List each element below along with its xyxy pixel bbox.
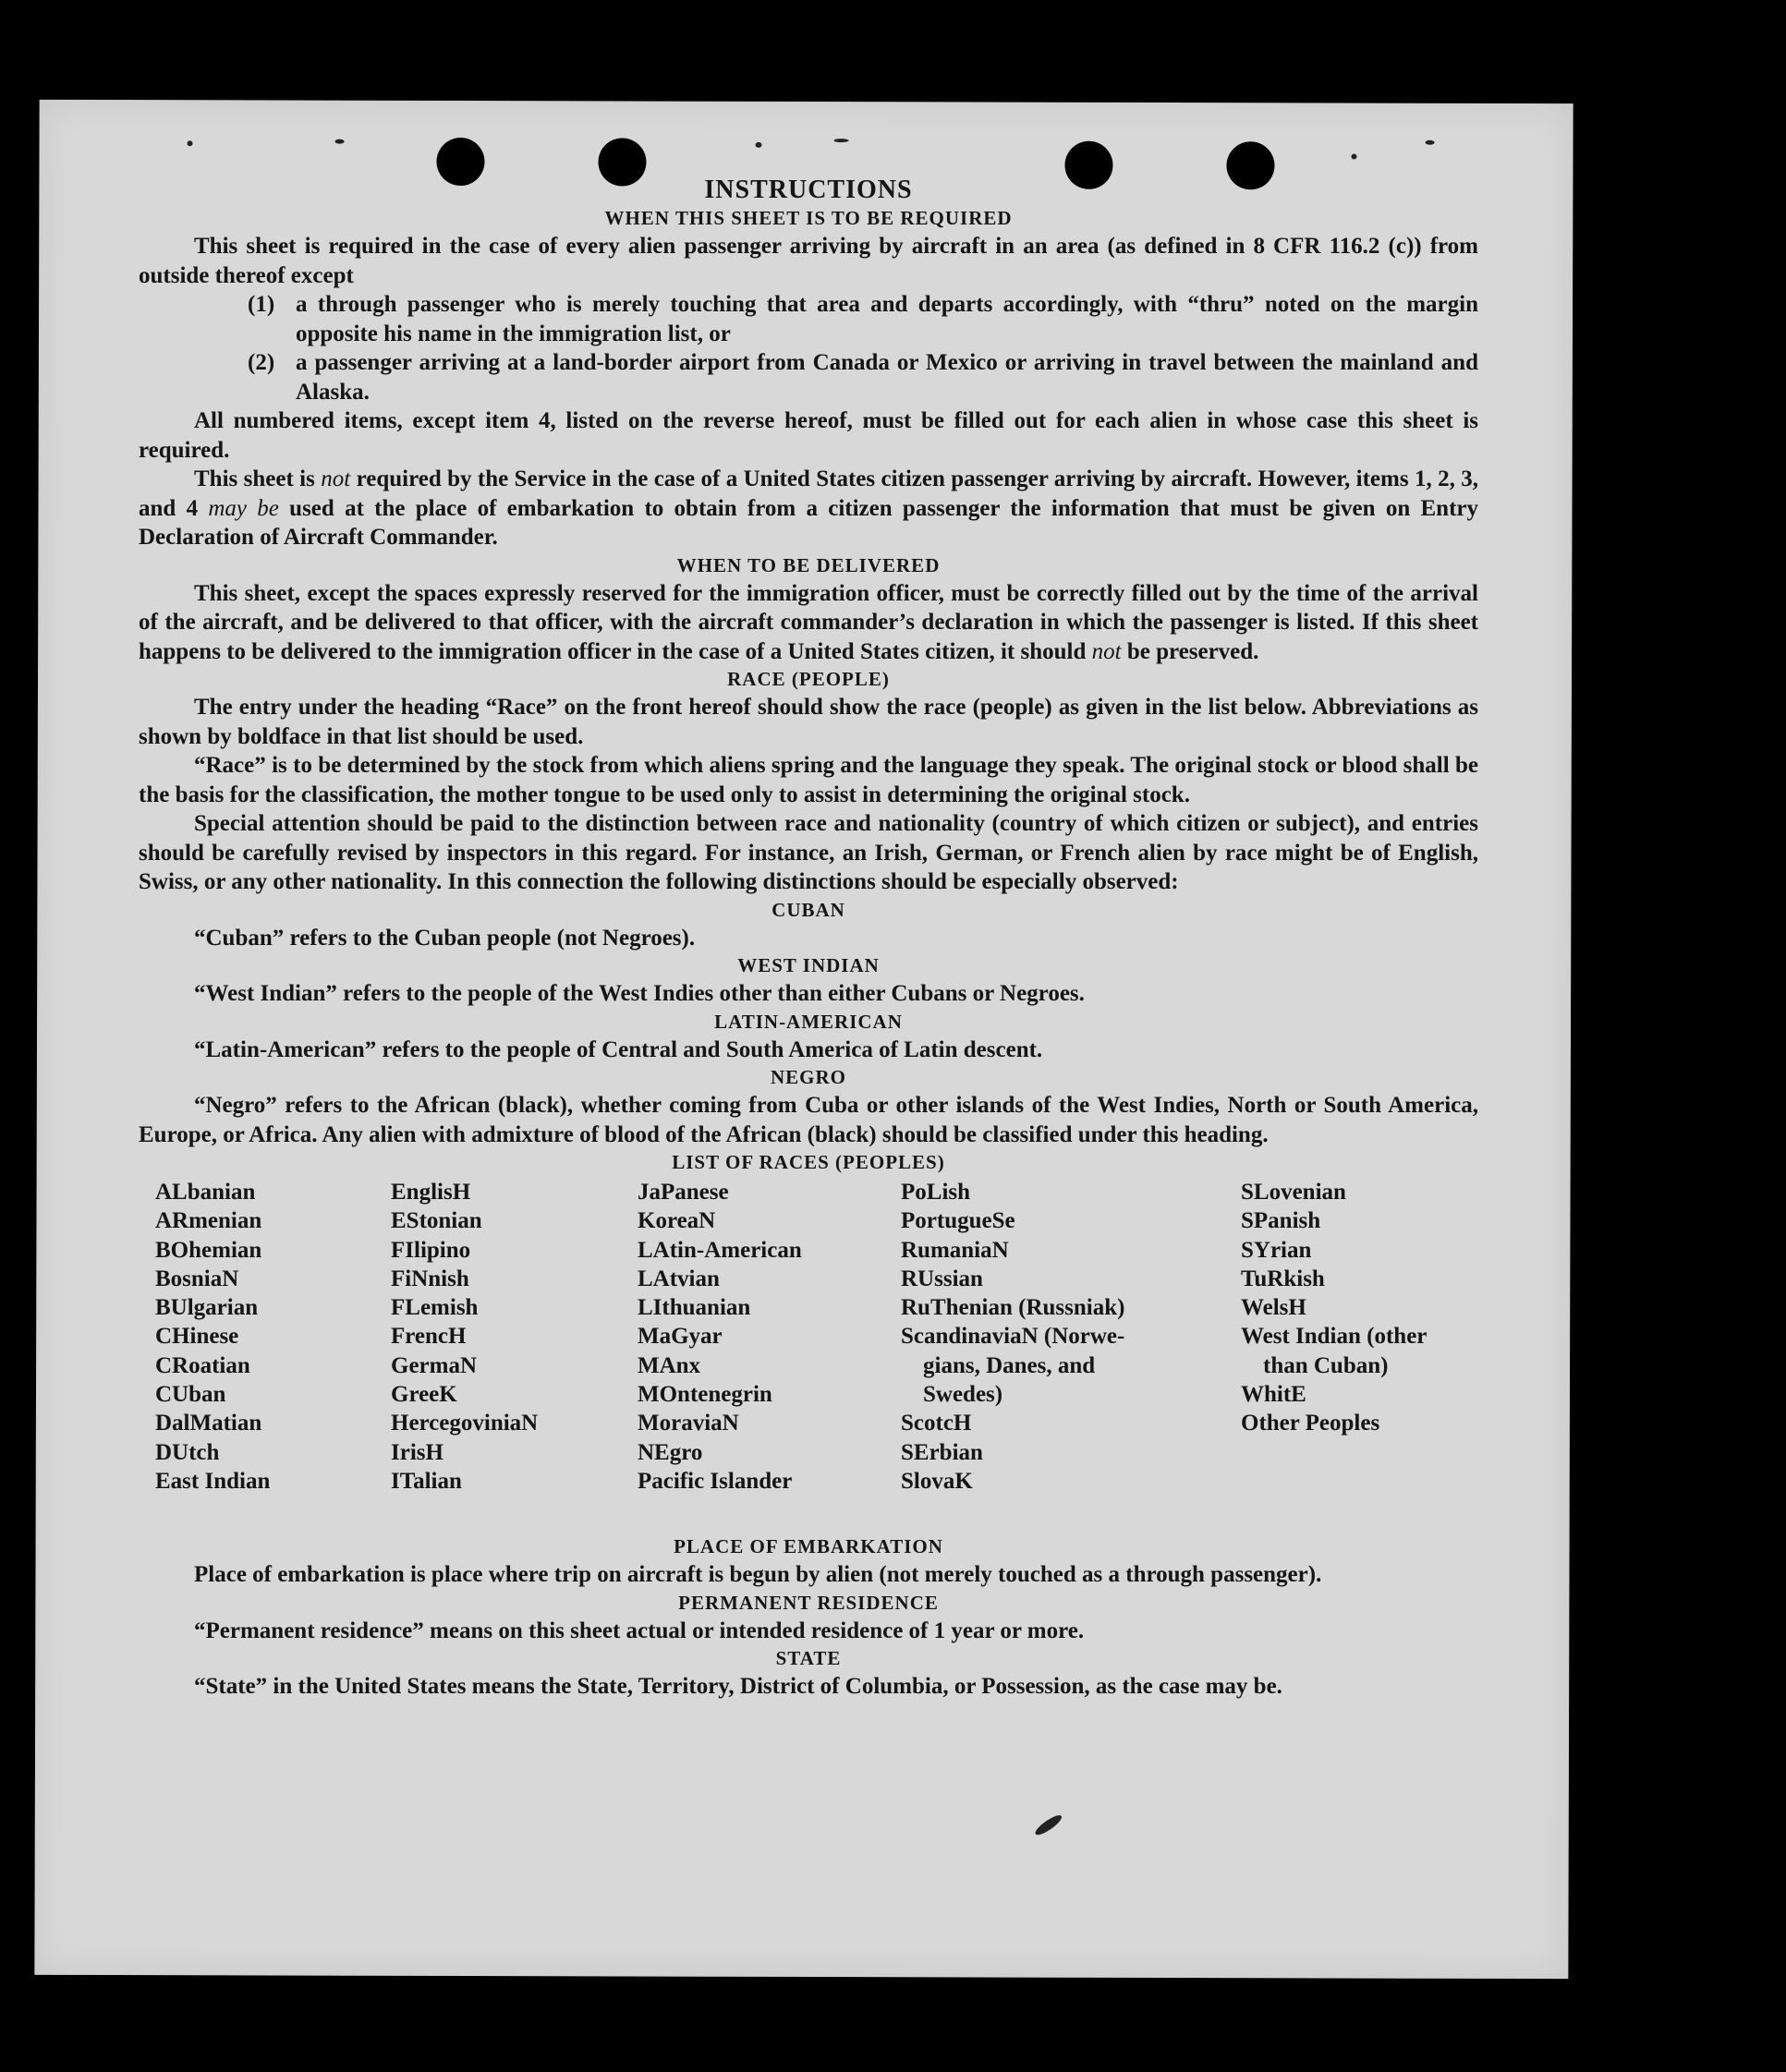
race-entry: Other Peoples <box>1241 1411 1380 1436</box>
heading-negro: NEGRO <box>770 1066 846 1088</box>
heading-state: STATE <box>775 1647 842 1669</box>
race-entry: GermaN <box>391 1352 478 1378</box>
item-text: a passenger arriving at a land-border airport from Canada or Mexico or arriving in travel between the mainland and Alaska. <box>296 350 1478 405</box>
paragraph-numbered-items: All numbered items, except item 4, listed on the reverse hereof, must be filled out for each alien in whose case this sheet is required. <box>139 408 1478 463</box>
race-entry: FIlipino <box>391 1237 471 1263</box>
race-entry: EnglisH <box>391 1180 471 1205</box>
race-entry: SErbian <box>901 1439 983 1465</box>
race-entry: LAtvian <box>638 1266 720 1291</box>
delivery-not: not <box>1091 638 1122 664</box>
race-entry: FiNnish <box>391 1266 469 1291</box>
race-entry: ALbanian <box>155 1180 256 1205</box>
citizen-text-a: This sheet is <box>194 467 322 491</box>
race-entry: RUssian <box>901 1266 983 1291</box>
races-column <box>638 1178 802 1496</box>
race-entry: ITalian <box>391 1468 462 1494</box>
heading-west-indian: WEST INDIAN <box>737 954 880 976</box>
races-column <box>155 1178 270 1496</box>
ink-speck <box>188 140 193 146</box>
race-entry: ScotcH <box>901 1411 972 1436</box>
race-entry: BUlgarian <box>155 1295 259 1321</box>
ink-smudge <box>1033 1812 1064 1838</box>
race-entry: LAtin-American <box>638 1237 802 1263</box>
race-entry: SYrian <box>1241 1237 1312 1263</box>
heading-permanent-residence: PERMANENT RESIDENCE <box>678 1591 939 1614</box>
race-entry: CRoatian <box>155 1352 250 1378</box>
paragraph-citizen <box>139 465 1478 552</box>
heading-when-delivered: WHEN TO BE DELIVERED <box>676 553 941 576</box>
race-entry-continued: Swedes) <box>923 1382 1003 1408</box>
heading-when-required: WHEN THIS SHEET IS TO BE REQUIRED <box>604 207 1013 229</box>
race-entry: East Indian <box>155 1468 271 1494</box>
item-number: (1) <box>248 292 275 317</box>
paragraph-delivery <box>139 579 1478 667</box>
exception-item <box>139 348 1478 406</box>
item-number: (2) <box>248 350 275 375</box>
race-entry: CUban <box>155 1382 226 1408</box>
race-entry: ARmenian <box>155 1208 262 1234</box>
paragraph-race-nationality: Special attention should be paid to the distinction between race and nationality (country of which citizen or subject), and entries should be carefully revised by inspectors in this regard. For instance, an Irish, German, or French alien by race might be of English, Swiss, or any other nationality. In this connection the following distinctions should be especially observed: <box>139 811 1478 894</box>
race-entry: MaGyar <box>638 1324 723 1350</box>
paragraph-embarkation: Place of embarkation is place where trip on aircraft is begun by alien (not merely touched as a through passenger). <box>194 1562 1322 1587</box>
ink-speck <box>1351 154 1356 160</box>
item-text: a through passenger who is merely touching that area and departs accordingly, with “thru” noted on the margin opposite his name in the immigration list, or <box>296 292 1478 346</box>
race-entry: West Indian (other <box>1241 1324 1428 1350</box>
paragraph-west-indian: “West Indian” refers to the people of the West Indies other than either Cubans or Negroes. <box>194 981 1085 1006</box>
exception-item <box>139 290 1478 348</box>
race-entry: SPanish <box>1241 1208 1321 1234</box>
heading-race: RACE (PEOPLE) <box>727 668 890 690</box>
citizen-may-be: may be <box>208 495 279 521</box>
races-column <box>901 1178 1124 1496</box>
race-entry: BosniaN <box>155 1266 239 1291</box>
paragraph-race-definition: “Race” is to be determined by the stock from which aliens spring and the language they speak. The original stock or blood shall be the basis for the classification, the mother tongue to be used only to assist in determining the original stock. <box>139 753 1478 807</box>
heading-cuban: CUBAN <box>772 898 845 921</box>
ink-speck <box>756 142 762 148</box>
heading-list-of-races: LIST OF RACES (PEOPLES) <box>672 1151 945 1173</box>
race-entry: CHinese <box>155 1324 239 1350</box>
paragraph-permanent-residence: “Permanent residence” means on this sheet actual or intended residence of 1 year or more. <box>194 1618 1085 1643</box>
race-entry: PortugueSe <box>901 1208 1015 1234</box>
race-entry: TuRkish <box>1241 1266 1325 1291</box>
race-entry: GreeK <box>391 1382 457 1408</box>
race-entry: MOntenegrin <box>638 1382 772 1408</box>
races-list <box>139 1178 1478 1533</box>
race-entry: MoraviaN <box>638 1411 739 1436</box>
race-entry: RuThenian (Russniak) <box>901 1295 1125 1321</box>
race-entry: PoLish <box>901 1180 971 1205</box>
race-entry-continued: than Cuban) <box>1263 1352 1389 1378</box>
race-entry: HercegoviniaN <box>391 1411 539 1436</box>
paragraph-state: “State” in the United States means the State, Territory, District of Columbia, or Possession, as the case may be. <box>194 1674 1282 1699</box>
races-column <box>391 1178 538 1496</box>
race-entry: LIthuanian <box>638 1295 751 1321</box>
citizen-text-c: used at the place of embarkation to obtain from a citizen passenger the information that must be given on Entry Declaration of Aircraft Commander. <box>139 495 1478 550</box>
paragraph-requirement: This sheet is required in the case of every alien passenger arriving by aircraft in an area (as defined in 8 CFR 116.2 (c)) from outside thereof except <box>139 234 1478 288</box>
race-entry: DUtch <box>155 1439 220 1465</box>
race-entry: DalMatian <box>155 1411 262 1436</box>
paragraph-negro: “Negro” refers to the African (black), whether coming from Cuba or other islands of the West Indies, North or South America, Europe, or Africa. Any alien with admixture of blood of the African (black) should be classified under this heading. <box>139 1093 1478 1147</box>
race-entry: NEgro <box>638 1439 703 1465</box>
race-entry: WelsH <box>1241 1295 1306 1321</box>
race-entry: MAnx <box>638 1352 701 1378</box>
ink-speck <box>335 139 345 144</box>
delivery-text-a: This sheet, except the spaces expressly reserved for the immigration officer, must be correctly filled out by the time of the arrival of the aircraft, and be delivered to that officer, with the aircraft commander’s declaration in which the passenger is listed. If this sheet happens to be delivered to the immigration officer in the case of a United States citizen, it should <box>139 580 1478 664</box>
ink-speck <box>1426 140 1435 145</box>
heading-latin-american: LATIN-AMERICAN <box>714 1010 903 1033</box>
race-entry: JaPanese <box>638 1180 729 1205</box>
paragraph-race-entry: The entry under the heading “Race” on the front hereof should show the race (people) as given in the list below. Abbreviations as shown by boldface in that list should be used. <box>139 695 1478 749</box>
race-entry: FLemish <box>391 1295 479 1321</box>
race-entry: ScandinaviaN (Norwe- <box>901 1324 1125 1350</box>
instructions-text <box>139 176 1478 1702</box>
race-entry: FrencH <box>391 1324 467 1350</box>
paragraph-latin-american: “Latin-American” refers to the people of Central and South America of Latin descent. <box>194 1036 1043 1062</box>
race-entry-continued: gians, Danes, and <box>923 1352 1096 1378</box>
race-entry: WhitE <box>1241 1382 1306 1408</box>
ink-speck <box>834 139 849 142</box>
citizen-not: not <box>321 467 351 491</box>
paragraph-cuban: “Cuban” refers to the Cuban people (not Negroes). <box>194 925 696 951</box>
race-entry: SLovenian <box>1241 1180 1346 1205</box>
race-entry: RumaniaN <box>901 1237 1009 1263</box>
delivery-text-b: be preserved. <box>1121 638 1259 664</box>
heading-embarkation: PLACE OF EMBARKATION <box>674 1535 943 1557</box>
race-entry: BOhemian <box>155 1237 262 1263</box>
race-entry: IrisH <box>391 1439 443 1465</box>
citizen-text-b: required by the Service in the case of a United States citizen passenger arriving by aircraft. However, items 1, 2, 3, and 4 <box>139 467 1478 521</box>
race-entry: KoreaN <box>638 1208 716 1234</box>
race-entry: SlovaK <box>901 1468 973 1494</box>
races-column <box>1241 1178 1427 1438</box>
race-entry: Pacific Islander <box>638 1468 793 1494</box>
race-entry: EStonian <box>391 1208 482 1234</box>
document-title: INSTRUCTIONS <box>704 176 913 204</box>
